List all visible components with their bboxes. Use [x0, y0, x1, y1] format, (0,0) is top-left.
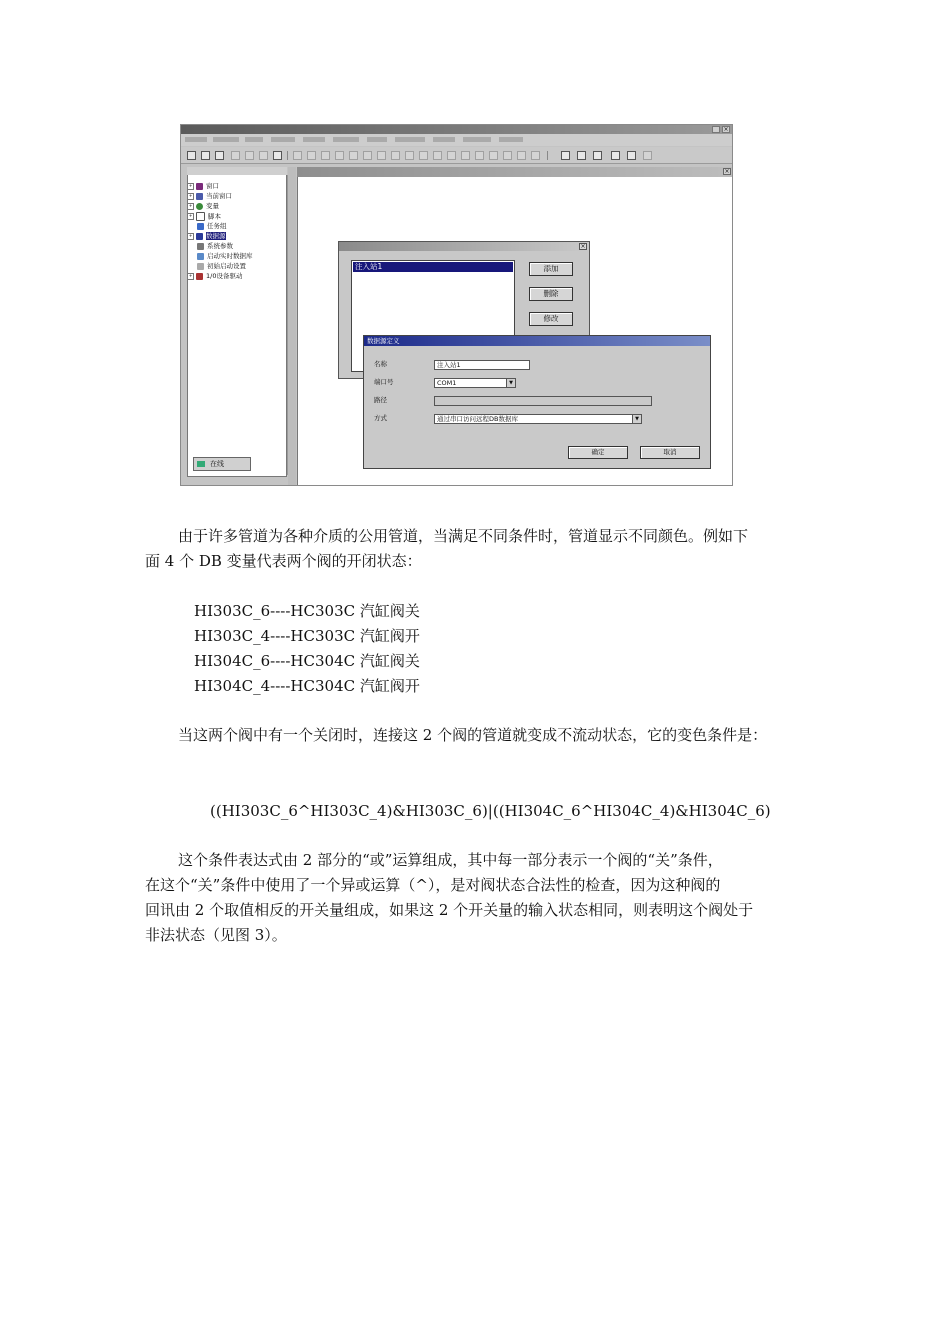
add-button[interactable]: 添加	[529, 262, 573, 276]
align-icon[interactable]	[475, 151, 484, 160]
menu-bar	[181, 134, 732, 146]
align-icon[interactable]	[405, 151, 414, 160]
path-label: 路径	[374, 396, 387, 404]
realtime-db-icon	[197, 253, 204, 260]
tree-item[interactable]: + 窗口	[188, 182, 219, 190]
run-icon[interactable]	[561, 151, 570, 160]
data-source-definition-dialog	[363, 335, 711, 469]
online-button[interactable]: 在线	[193, 457, 251, 471]
io-driver-icon	[196, 273, 203, 280]
menu-item[interactable]	[185, 137, 207, 142]
tree-item[interactable]: 系统参数	[197, 242, 233, 251]
close-icon[interactable]: ×	[724, 168, 730, 175]
modify-button[interactable]: 修改	[529, 312, 573, 326]
save-icon[interactable]	[215, 151, 224, 160]
dialog-titlebar	[339, 242, 589, 251]
window-titlebar	[181, 125, 732, 134]
align-icon[interactable]	[307, 151, 316, 160]
align-icon[interactable]	[321, 151, 330, 160]
toolbar-separator	[547, 151, 548, 160]
document-titlebar	[297, 167, 733, 177]
align-icon[interactable]	[363, 151, 372, 160]
tree-item[interactable]: + 当前窗口	[188, 192, 232, 200]
dialog-title: 数据源定义	[364, 336, 710, 346]
open-file-icon[interactable]	[201, 151, 210, 160]
menu-item[interactable]	[271, 137, 295, 142]
paragraph-1-line-2: 面 4 个 DB 变量代表两个阀的开闭状态：	[145, 552, 422, 570]
window-icon	[196, 183, 203, 190]
chart-icon[interactable]	[627, 151, 636, 160]
align-icon[interactable]	[349, 151, 358, 160]
name-label: 名称	[374, 360, 387, 368]
align-icon[interactable]	[517, 151, 526, 160]
menu-item[interactable]	[367, 137, 387, 142]
menu-item[interactable]	[433, 137, 455, 142]
expand-icon[interactable]: +	[188, 192, 193, 198]
variable-icon	[196, 203, 203, 210]
expand-icon[interactable]: +	[188, 213, 193, 218]
align-icon[interactable]	[419, 151, 428, 160]
figure-screenshot	[180, 124, 733, 486]
stop-icon[interactable]	[577, 151, 586, 160]
expand-icon[interactable]: +	[188, 232, 193, 238]
menu-item[interactable]	[499, 137, 523, 142]
variable-line: HI304C_4----HC304C 汽缸阀开	[194, 677, 420, 695]
menu-item[interactable]	[463, 137, 491, 142]
align-icon[interactable]	[503, 151, 512, 160]
copy-icon[interactable]	[245, 151, 254, 160]
align-icon[interactable]	[447, 151, 456, 160]
script-icon	[196, 212, 205, 221]
help-icon[interactable]	[643, 151, 652, 160]
window-icon[interactable]	[611, 151, 620, 160]
new-file-icon[interactable]	[187, 151, 196, 160]
startup-settings-icon	[197, 263, 204, 270]
close-icon[interactable]: ×	[580, 243, 586, 250]
expand-icon[interactable]: +	[188, 202, 193, 208]
system-params-icon	[197, 243, 204, 250]
paragraph-2: 当这两个阀中有一个关闭时，连接这 2 个阀的管道就变成不流动状态，它的变色条件是：	[178, 726, 768, 744]
menu-item[interactable]	[303, 137, 325, 142]
align-icon[interactable]	[293, 151, 302, 160]
pane-splitter[interactable]	[288, 167, 296, 486]
mode-select[interactable]: 通过串口访问远程DB数据库 ▼	[434, 414, 642, 424]
tree-item[interactable]: + 脚本	[188, 212, 221, 221]
close-icon[interactable]: ×	[723, 126, 729, 133]
tree-item-selected[interactable]: + 数据源	[188, 232, 226, 240]
cancel-button[interactable]: 取消	[640, 446, 700, 459]
task-group-icon	[197, 223, 204, 230]
data-source-icon	[196, 233, 203, 240]
port-label: 端口号	[374, 378, 394, 386]
refresh-icon[interactable]	[593, 151, 602, 160]
chevron-down-icon[interactable]: ▼	[506, 379, 515, 387]
paragraph-3-line-3: 回讯由 2 个取值相反的开关量组成，如果这 2 个开关量的输入状态相同，则表明这个阀处于	[145, 901, 754, 919]
name-input[interactable]: 注入站1	[434, 360, 530, 370]
align-icon[interactable]	[335, 151, 344, 160]
condition-formula: ((HI303C_6^HI303C_4)&HI303C_6)|((HI304C_6^HI304C_4)&HI304C_6)	[210, 802, 771, 820]
project-tree-header	[187, 167, 287, 175]
menu-item[interactable]	[395, 137, 425, 142]
paste-icon[interactable]	[259, 151, 268, 160]
tree-item[interactable]: 启动实时数据库	[197, 252, 253, 261]
align-icon[interactable]	[461, 151, 470, 160]
print-icon[interactable]	[273, 151, 282, 160]
chevron-down-icon[interactable]: ▼	[632, 415, 641, 423]
paragraph-3-line-1: 这个条件表达式由 2 部分的“或”运算组成，其中每一部分表示一个阀的“关”条件，	[178, 851, 723, 869]
paragraph-3-line-4: 非法状态（见图 3）。	[145, 926, 287, 944]
tree-item[interactable]: + 1/0设备驱动	[188, 272, 243, 280]
ok-button[interactable]: 确定	[568, 446, 628, 459]
tree-item[interactable]: 初始启动设置	[197, 262, 246, 271]
paragraph-3-line-2: 在这个“关”条件中使用了一个异或运算（^），是对阀状态合法性的检查，因为这种阀的	[145, 876, 721, 894]
toolbar	[181, 147, 732, 164]
variable-line: HI303C_6----HC303C 汽缸阀关	[194, 602, 420, 620]
port-select[interactable]: COM1 ▼	[434, 378, 516, 388]
align-icon[interactable]	[489, 151, 498, 160]
expand-icon[interactable]: +	[188, 272, 193, 278]
tree-item[interactable]: + 变量	[188, 202, 219, 210]
minimize-icon[interactable]	[712, 126, 720, 133]
current-window-icon	[196, 193, 203, 200]
align-icon[interactable]	[391, 151, 400, 160]
menu-item[interactable]	[213, 137, 239, 142]
list-item-selected[interactable]: 注入站1	[353, 262, 513, 272]
align-icon[interactable]	[433, 151, 442, 160]
delete-button[interactable]: 删除	[529, 287, 573, 301]
variable-line: HI303C_4----HC303C 汽缸阀开	[194, 627, 420, 645]
menu-item[interactable]	[333, 137, 359, 142]
paragraph-1-line-1: 由于许多管道为各种介质的公用管道，当满足不同条件时，管道显示不同颜色。例如下	[178, 527, 749, 545]
variable-line: HI304C_6----HC304C 汽缸阀关	[194, 652, 420, 670]
menu-item[interactable]	[245, 137, 263, 142]
online-icon	[197, 461, 205, 467]
align-icon[interactable]	[531, 151, 540, 160]
path-input[interactable]	[434, 396, 652, 406]
align-icon[interactable]	[377, 151, 386, 160]
toolbar-separator	[287, 151, 288, 160]
cut-icon[interactable]	[231, 151, 240, 160]
expand-icon[interactable]: +	[188, 182, 193, 188]
tree-item[interactable]: 任务组	[197, 222, 227, 231]
mode-label: 方式	[374, 414, 387, 422]
